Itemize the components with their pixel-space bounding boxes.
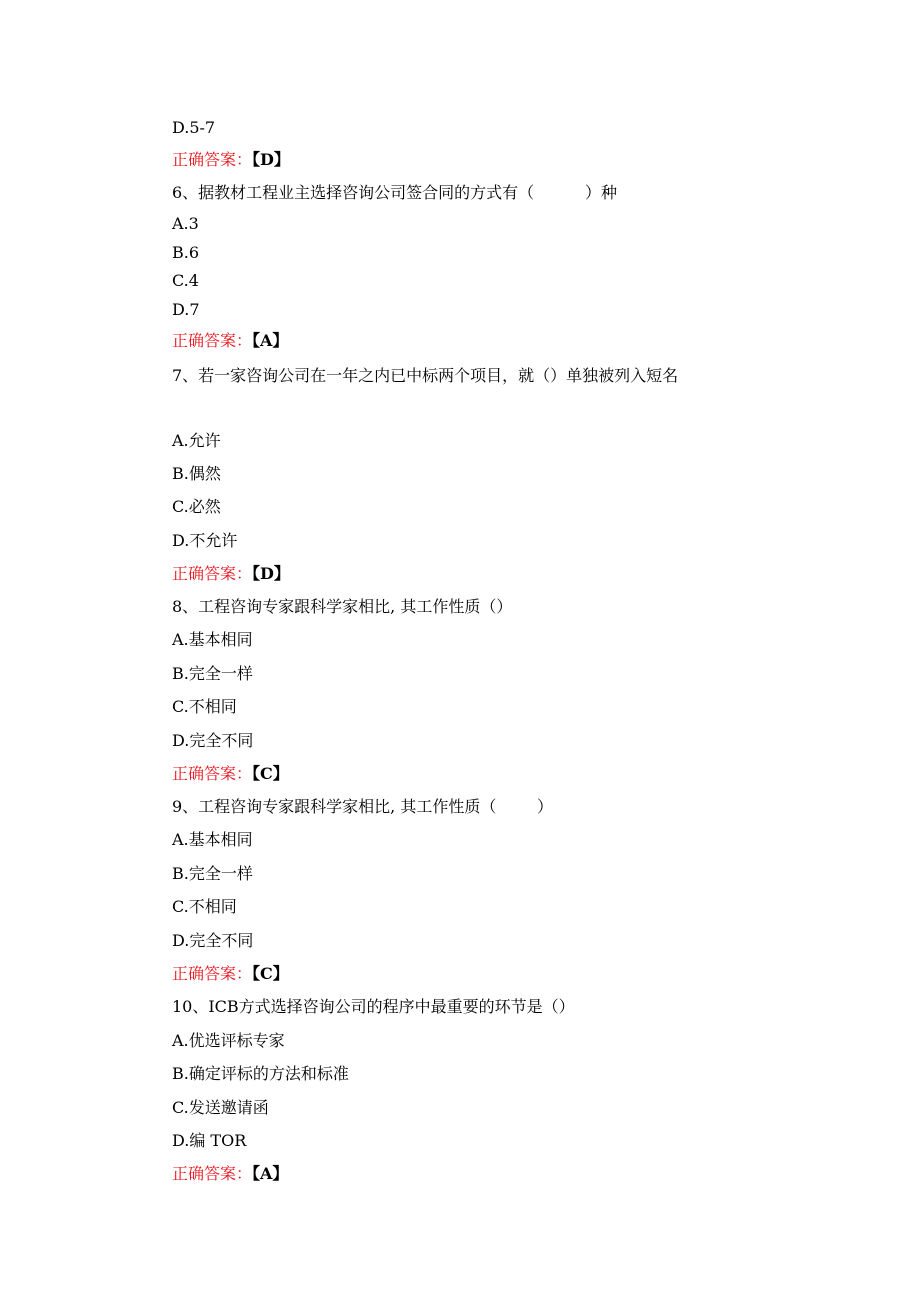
q7-stem: 7、若一家咨询公司在一年之内已中标两个项目，就（）单独被列入短名 [172,366,679,385]
q9-option-d: D.完全不同 [172,931,254,950]
answer-label: 正确答案： [172,564,253,583]
q8-option-b: B.完全一样 [172,664,253,683]
q7-option-c: C.必然 [172,497,221,516]
q8-answer [172,764,289,784]
answer-value: 【C】 [252,764,289,783]
answer-value: 【A】 [252,331,289,350]
q9-option-a: A.基本相同 [172,830,253,849]
q7-option-a: A.允许 [172,431,221,450]
q6-option-b: B.6 [172,243,200,262]
answer-label: 正确答案： [172,964,253,983]
q10-option-d: D.编 TOR [172,1131,247,1150]
q8-option-a: A.基本相同 [172,630,253,649]
q10-stem: 10、ICB方式选择咨询公司的程序中最重要的环节是（） [172,997,575,1016]
answer-label: 正确答案： [172,150,253,169]
answer-value: 【D】 [252,564,290,583]
q10-option-c: C.发送邀请函 [172,1098,269,1117]
q8-option-c: C.不相同 [172,697,237,716]
answer-value: 【C】 [252,964,289,983]
answer-value: 【A】 [252,1164,289,1183]
q6-answer [172,331,288,351]
q9-answer [172,964,289,984]
q8-stem: 8、工程咨询专家跟科学家相比, 其工作性质（） [172,597,513,616]
q5-answer [172,150,290,170]
q9-option-c: C.不相同 [172,897,237,916]
answer-label: 正确答案： [172,331,253,350]
answer-label: 正确答案： [172,764,253,783]
q6-option-d: D.7 [172,300,200,319]
q9-stem: 9、工程咨询专家跟科学家相比, 其工作性质（ ） [172,797,554,816]
q7-option-d: D.不允许 [172,531,238,550]
answer-value: 【D】 [252,150,290,169]
q7-answer [172,564,290,584]
q8-option-d: D.完全不同 [172,731,254,750]
q7-option-b: B.偶然 [172,464,221,483]
q6-stem: 6、据教材工程业主选择咨询公司签合同的方式有（ ）种 [172,183,618,202]
q6-option-c: C.4 [172,271,199,290]
q10-option-a: A.优选评标专家 [172,1031,285,1050]
q9-option-b: B.完全一样 [172,864,253,883]
q10-option-b: B.确定评标的方法和标准 [172,1064,349,1083]
answer-label: 正确答案： [172,1164,253,1183]
q10-answer [172,1164,288,1184]
q6-option-a: A.3 [172,214,199,233]
q5-option-d: D.5-7 [172,118,216,137]
